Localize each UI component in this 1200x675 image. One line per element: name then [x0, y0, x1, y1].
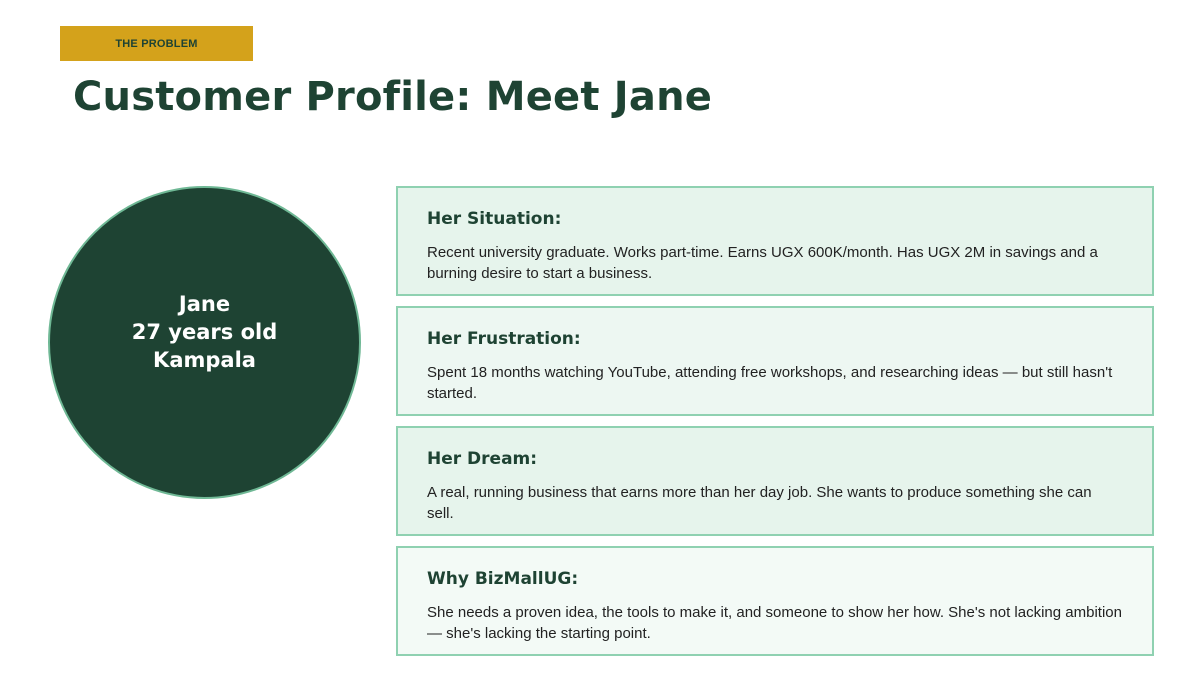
- profile-location: Kampala: [153, 347, 256, 372]
- card-heading: Why BizMallUG:: [427, 569, 579, 589]
- card-body: Recent university graduate. Works part-time. Earns UGX 600K/month. Has UGX 2M in savings and a burning desire to start a business.: [427, 244, 1098, 282]
- card-situation: [396, 186, 1154, 296]
- card-body: Spent 18 months watching YouTube, attending free workshops, and researching ideas — but still hasn't started.: [427, 364, 1113, 402]
- card-body: She needs a proven idea, the tools to make it, and someone to show her how. She's not lacking ambition — she's lacking the starting point.: [427, 604, 1122, 642]
- profile-circle: [48, 186, 361, 499]
- section-tag: [60, 26, 253, 61]
- page-title: Customer Profile: Meet Jane: [73, 74, 713, 120]
- card-body: A real, running business that earns more than her day job. She wants to produce something she can sell.: [427, 484, 1092, 522]
- section-tag-label: THE PROBLEM: [115, 37, 198, 50]
- profile-age: 27 years old: [131, 319, 278, 344]
- card-heading: Her Frustration:: [427, 329, 581, 349]
- profile-name: Jane: [178, 291, 231, 316]
- card-heading: Her Dream:: [427, 449, 538, 469]
- card-frustration: [396, 306, 1154, 416]
- card-dream: [396, 426, 1154, 536]
- card-heading: Her Situation:: [427, 209, 562, 229]
- card-why-bizmallug: [396, 546, 1154, 656]
